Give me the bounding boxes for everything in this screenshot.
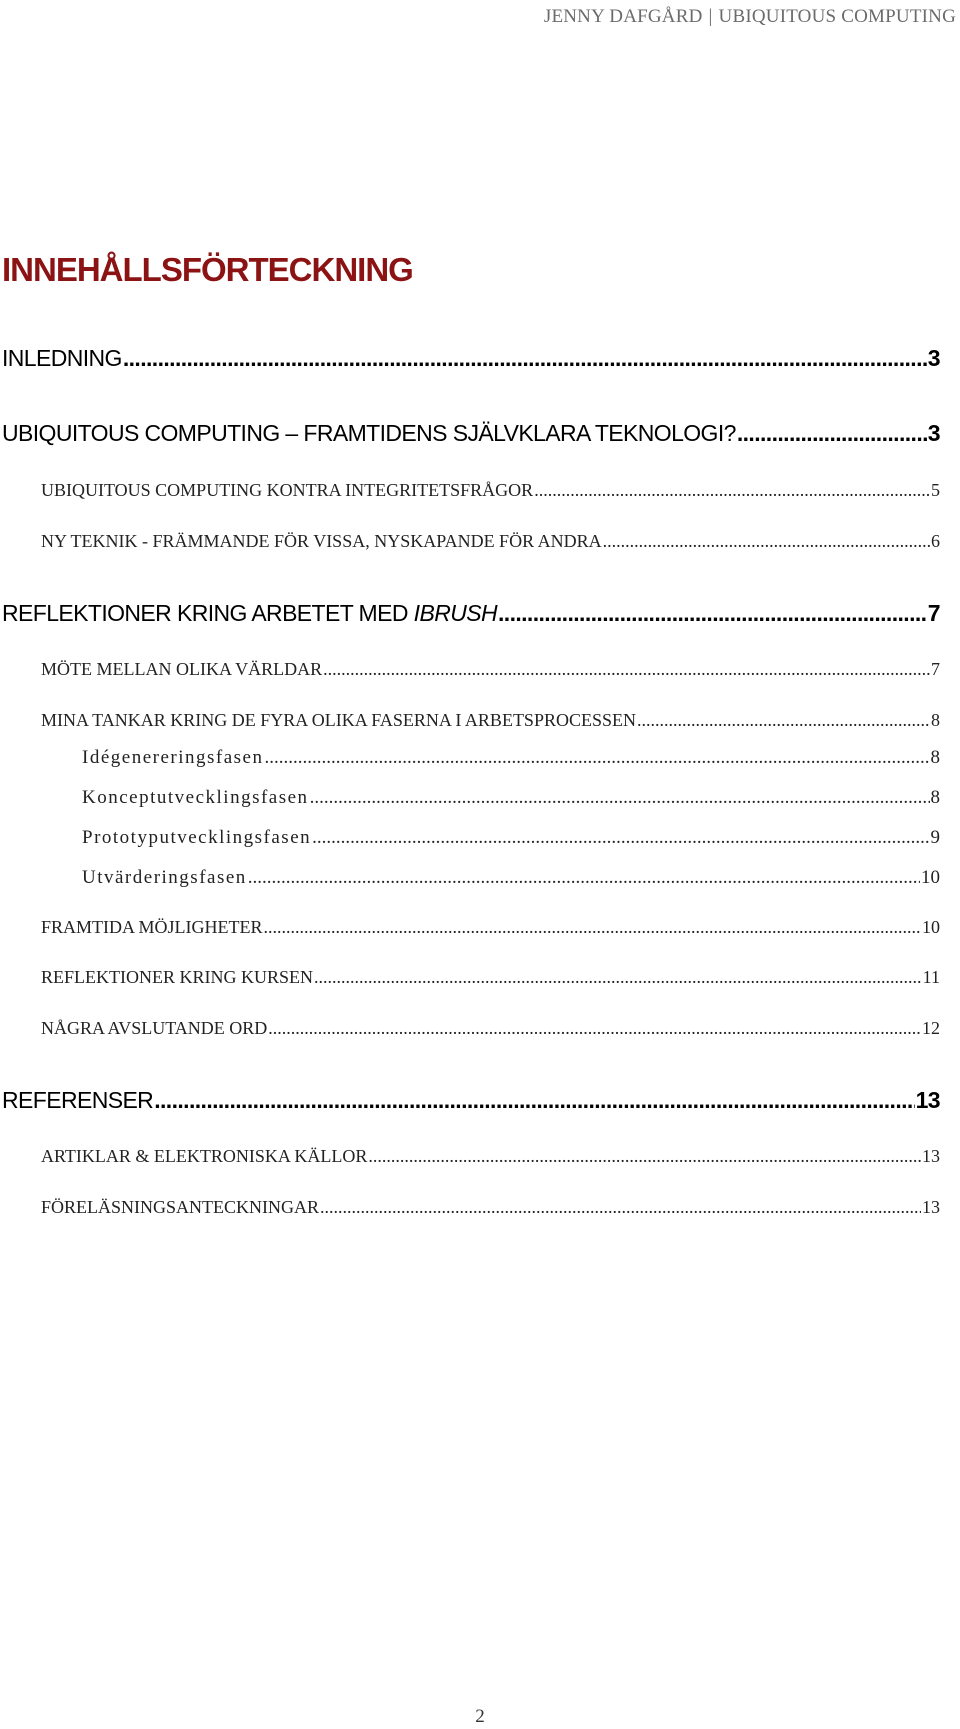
header-author: JENNY DAFGÅRD — [543, 6, 703, 27]
toc-entry[interactable] — [82, 788, 940, 809]
toc-entry-page: 8 — [930, 747, 940, 768]
toc-leader-dots — [310, 788, 930, 809]
toc-entry-label: NY TEKNIK - FRÄMMANDE FÖR VISSA, NYSKAPANDE FÖR ANDRA — [41, 531, 602, 551]
toc-leader-dots — [737, 421, 927, 446]
toc-entry-label-text: REFLEKTIONER KRING ARBETET MED — [2, 600, 414, 626]
toc-entry-page: 3 — [927, 420, 940, 446]
toc-entry-label: REFERENSER — [2, 1087, 154, 1113]
toc-entry-label: FRAMTIDA MÖJLIGHETER — [41, 917, 263, 937]
toc-entry-label: INLEDNING — [2, 345, 122, 371]
toc-entry[interactable] — [41, 968, 940, 988]
toc-entry-label: Konceptutvecklingsfasen — [82, 787, 309, 808]
toc-entry-page: 10 — [922, 917, 940, 937]
toc-entry-page: 11 — [922, 967, 940, 987]
toc-leader-dots — [637, 711, 930, 731]
toc-leader-dots — [534, 481, 930, 501]
toc-entry-page: 3 — [927, 345, 940, 371]
toc-entry-label — [2, 601, 497, 626]
toc-entry-label: UBIQUITOUS COMPUTING KONTRA INTEGRITETSFRÅGOR — [41, 480, 534, 500]
toc-entry-label: Idégenereringsfasen — [82, 747, 264, 768]
toc-entry[interactable] — [41, 660, 940, 680]
toc-entry[interactable] — [2, 1088, 940, 1113]
toc-leader-dots — [323, 660, 930, 680]
toc-entry-page: 9 — [930, 827, 940, 848]
toc-entry[interactable] — [41, 918, 940, 938]
toc-leader-dots — [264, 748, 929, 769]
toc-entry-label-italic: IBRUSH — [413, 600, 497, 626]
toc-leader-dots — [312, 828, 929, 849]
toc-leader-dots — [264, 918, 921, 938]
toc-entry-page: 7 — [931, 659, 940, 679]
toc-entry[interactable] — [41, 1019, 940, 1039]
toc-entry-label: FÖRELÄSNINGSANTECKNINGAR — [41, 1197, 320, 1217]
toc-entry-page: 12 — [922, 1018, 940, 1038]
toc-entry-label: Prototyputvecklingsfasen — [82, 827, 312, 848]
toc-leader-dots — [320, 1198, 921, 1218]
page-number: 2 — [475, 1706, 485, 1727]
toc-entry[interactable] — [2, 421, 940, 446]
header-course: UBIQUITOUS COMPUTING — [718, 6, 956, 27]
page-title: INNEHÅLLSFÖRTECKNING — [2, 251, 413, 288]
toc-entry-label: Utvärderingsfasen — [82, 867, 247, 888]
toc-leader-dots — [603, 532, 930, 552]
toc-entry[interactable] — [41, 532, 940, 552]
running-header — [544, 6, 956, 28]
toc-entry-page: 10 — [921, 867, 940, 888]
toc-entry[interactable] — [41, 481, 940, 501]
header-separator: | — [708, 6, 713, 27]
toc-entry-label: REFLEKTIONER KRING KURSEN — [41, 967, 313, 987]
toc-entry[interactable] — [41, 1147, 940, 1167]
toc-leader-dots — [268, 1019, 921, 1039]
toc-entry-page: 7 — [927, 600, 940, 626]
toc-leader-dots — [368, 1147, 921, 1167]
toc-entry[interactable] — [41, 1198, 940, 1218]
toc-entry[interactable] — [82, 868, 940, 889]
toc-entry-label: MÖTE MELLAN OLIKA VÄRLDAR — [41, 659, 323, 679]
toc-entry-page: 8 — [930, 787, 940, 808]
toc-entry-page: 8 — [931, 710, 940, 730]
toc-leader-dots — [123, 346, 927, 371]
toc-leader-dots — [154, 1088, 914, 1113]
toc-entry-page: 6 — [931, 531, 940, 551]
toc-entry[interactable] — [41, 711, 940, 731]
toc-entry[interactable] — [2, 346, 940, 371]
toc-entry-label: ARTIKLAR & ELEKTRONISKA KÄLLOR — [41, 1146, 368, 1166]
toc-entry-label: UBIQUITOUS COMPUTING – FRAMTIDENS SJÄLVKLARA TEKNOLOGI? — [2, 420, 736, 446]
toc-entry-page: 13 — [915, 1087, 940, 1113]
toc-leader-dots — [314, 968, 922, 988]
toc-entry-label: NÅGRA AVSLUTANDE ORD — [41, 1018, 268, 1038]
toc-entry-page: 13 — [922, 1146, 940, 1166]
toc-entry[interactable] — [2, 601, 940, 626]
toc-entry-page: 5 — [931, 480, 940, 500]
toc-leader-dots — [498, 601, 927, 626]
toc-entry[interactable] — [82, 748, 940, 769]
toc-entry-page: 13 — [922, 1197, 940, 1217]
toc-entry-label: MINA TANKAR KRING DE FYRA OLIKA FASERNA I ARBETSPROCESSEN — [41, 710, 636, 730]
toc-entry[interactable] — [82, 828, 940, 849]
toc-leader-dots — [248, 868, 920, 889]
